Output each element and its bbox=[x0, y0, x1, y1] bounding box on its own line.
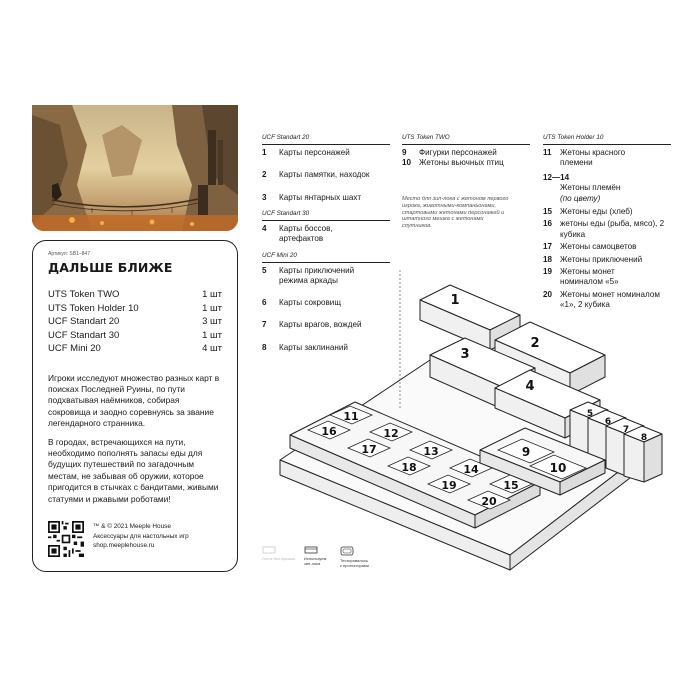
list-item: 3 Карты янтарных шахт bbox=[262, 192, 362, 202]
compartment-label: 18 bbox=[401, 461, 417, 474]
compartment-label: 3 bbox=[460, 347, 470, 362]
compartment-label: 5 bbox=[586, 409, 594, 419]
compartment-label: 14 bbox=[463, 463, 479, 476]
description-paragraph: Игроки исследуют множество разных карт в поисках Последней Руины, по пути подхватывая наёмников, собирая сокровища и заодно соревнуясь за звание легендарного странника. bbox=[48, 372, 220, 429]
compartment-label: 12 bbox=[383, 427, 399, 440]
section-list-ucf-standart-20 bbox=[262, 148, 392, 203]
section-header-ucf-standart-30: UCF Standart 30 bbox=[262, 210, 310, 217]
list-item: 8 Карты заклинаний bbox=[262, 342, 348, 352]
compartment-label: 15 bbox=[503, 479, 519, 492]
components-list bbox=[48, 288, 222, 356]
compartment-label: 4 bbox=[525, 379, 535, 394]
footer-text: ™ & © 2021 Meeple House Аксессуары для настольных игр shop.meeplehouse.ru bbox=[93, 523, 189, 550]
compartment-label: 10 bbox=[549, 461, 567, 475]
list-item: 2 Карты памятки, находок bbox=[262, 170, 370, 180]
qr-code-icon[interactable] bbox=[48, 521, 84, 557]
list-item: 5 Карты приключений режима аркады bbox=[262, 266, 355, 286]
compartment-label: 11 bbox=[343, 410, 359, 423]
compartment-label: 2 bbox=[530, 336, 540, 351]
section-list-uts-token-two bbox=[402, 148, 532, 169]
section-header-uts-token-holder-10: UTS Token Holder 10 bbox=[543, 134, 604, 141]
list-item: 10 Жетоны вьючных птиц bbox=[402, 158, 504, 168]
list-item: 18 Жетоны приключений bbox=[543, 254, 643, 264]
compartment-label: 8 bbox=[640, 433, 648, 443]
compartment-label: 7 bbox=[622, 425, 630, 435]
description-paragraph: В городах, встречающихся на пути, необходимо пополнять запасы еды для будущих путешествий по загадочным местам, не забывая об оружии, которое пригодится в стычках с бандитами, живыми статуями и ржавыми роботами! bbox=[48, 436, 219, 504]
compartment-label: 13 bbox=[423, 445, 439, 458]
list-item: 16 жетоны еды (рыба, мясо), 2 кубика bbox=[543, 219, 665, 239]
product-title: ДАЛЬШЕ БЛИЖЕ bbox=[48, 260, 173, 275]
article-number: Артикул: SB1–847 bbox=[48, 251, 90, 257]
section-header-ucf-mini-20: UCF Mini 20 bbox=[262, 252, 297, 259]
list-item: 6 Карты сокровищ bbox=[262, 297, 341, 307]
list-item: UCF Mini 20 4 шт bbox=[48, 343, 222, 354]
list-item: 1 Карты персонажей bbox=[262, 148, 350, 157]
product-card bbox=[32, 240, 238, 572]
list-item: 12—14 Жетоны племён (по цвету) bbox=[543, 172, 621, 203]
ziplock-icon bbox=[304, 546, 318, 554]
list-item: 7 Карты врагов, вождей bbox=[262, 320, 362, 330]
list-item: 15 Жетоны еды (хлеб) bbox=[543, 207, 633, 217]
list-item: 4 Карты боссов, артефактов bbox=[262, 224, 333, 244]
organizer-diagram bbox=[270, 270, 670, 580]
list-item: 20 Жетоны монет номиналом «1», 2 кубика bbox=[543, 289, 660, 310]
section-header-uts-token-two: UTS Token TWO bbox=[402, 134, 450, 141]
legend-item-ziplock: Используем зип-лока bbox=[304, 546, 326, 567]
list-item: 11 Жетоны красного племени bbox=[543, 148, 626, 168]
section-list-ucf-standart-30 bbox=[262, 224, 387, 245]
legend-item-sleeves: Тестировалось с протекторами bbox=[340, 546, 369, 569]
section-header-ucf-standart-20: UCF Standart 20 bbox=[262, 134, 310, 141]
compartment-label: 17 bbox=[361, 443, 377, 456]
compartment-label: 20 bbox=[481, 495, 497, 508]
shop-link[interactable]: shop.meeplehouse.ru bbox=[93, 542, 155, 550]
description bbox=[48, 373, 222, 505]
compartment-label: 16 bbox=[321, 425, 337, 438]
cover-artwork bbox=[32, 105, 238, 231]
compartment-label: 6 bbox=[604, 417, 612, 427]
list-item: UTS Token Holder 10 1 шт bbox=[48, 302, 222, 314]
tray-icon bbox=[262, 546, 276, 554]
list-item: UCF Standart 20 3 шт bbox=[48, 316, 222, 327]
sleeve-icon bbox=[340, 546, 354, 556]
compartment-label: 9 bbox=[521, 445, 531, 459]
list-item: UTS Token TWO 1 шт bbox=[48, 289, 222, 300]
legend-item-tray: Лоток без крышки bbox=[262, 546, 295, 562]
ziplock-note: Место для зип-лока с жетоном первого игрока, животными-компаньонами, стартовыми жетонами персонажей и штатного мешка с жетонами спутников. bbox=[402, 196, 509, 230]
compartment-label: 19 bbox=[441, 479, 457, 492]
list-item: 9 Фигурки персонажей bbox=[402, 148, 497, 157]
list-item: UCF Standart 30 1 шт bbox=[48, 329, 222, 341]
list-item: 17 Жетоны самоцветов bbox=[543, 242, 637, 252]
list-item: 19 Жетоны монет номиналом «5» bbox=[543, 267, 619, 287]
compartment-label: 1 bbox=[450, 293, 460, 308]
card-footer bbox=[48, 521, 189, 557]
